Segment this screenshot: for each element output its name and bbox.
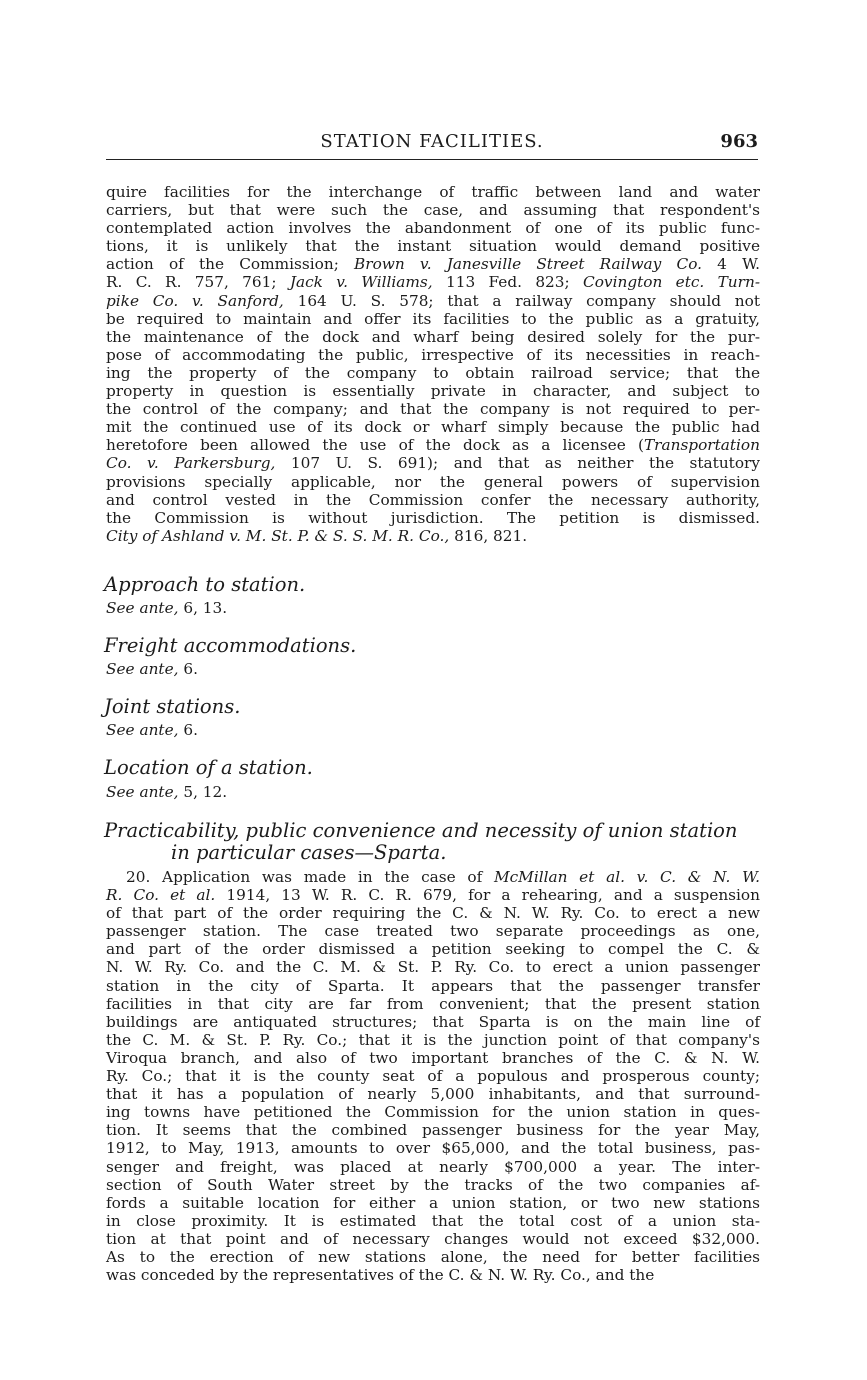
text-line: ing towns have petitioned the Commission for the union station in ques- [106, 1103, 760, 1122]
text-line: carriers, but that were such the case, and assuming that respondent's [106, 201, 760, 220]
text-line: heretofore been allowed the use of the dock as a licensee (Transportation [106, 436, 760, 455]
text-line: facilities in that city are far from convenient; that the present station [106, 994, 760, 1013]
text-line: fords a suitable location for either a union station, or two new stations [106, 1193, 760, 1212]
italic-citation: Jack v. Williams, [289, 273, 433, 292]
italic-citation: pike Co. v. Sanford, [106, 291, 284, 310]
heading-line-1: Practicability, public convenience and necessity of union station [104, 819, 738, 842]
text-line: and control vested in the Commission confer the necessary authority, [106, 490, 760, 509]
italic-citation: City of Ashland v. M. St. P. & S. S. M. R. Co., [106, 526, 450, 545]
text-line: tion. It seems that the combined passenger business for the year May, [106, 1121, 760, 1140]
see-ante-label: See ante, [106, 783, 179, 801]
see-ante-label: See ante, [106, 599, 179, 617]
page-header [106, 131, 758, 160]
heading-practicability-union-station [104, 820, 737, 864]
text-line: City of Ashland v. M. St. P. & S. S. M. R. Co., 816, 821. [106, 526, 528, 545]
text-line: pike Co. v. Sanford, 164 U. S. 578; that a railway company should not [106, 291, 760, 310]
text-line: passenger station. The case treated two separate proceedings as one, [106, 922, 760, 941]
see-ante-refs: 6. [178, 721, 198, 739]
text-line: quire facilities for the interchange of traffic between land and water [106, 183, 760, 201]
text-line: section of South Water street by the tracks of the two companies af- [106, 1175, 760, 1194]
text-line: contemplated action involves the abandonment of one of its public func- [106, 219, 760, 238]
see-ante-refs: 6, 13. [178, 599, 228, 617]
text-line: Viroqua branch, and also of two important branches of the C. & N. W. [106, 1048, 760, 1067]
italic-citation: McMillan et al. v. C. & N. W. [493, 868, 760, 886]
text-line: the Commission is without jurisdiction. The petition is dismissed. [106, 508, 760, 527]
heading-location-of-station: Location of a station. [104, 756, 313, 779]
heading-joint-stations: Joint stations. [104, 695, 241, 718]
text-line: 1912, to May, 1913, amounts to over $65,000, and the total business, pas- [106, 1139, 760, 1158]
text-line: be required to maintain and offer its facilities to the public as a gratuity, [106, 309, 760, 328]
text-line: was conceded by the representatives of the C. & N. W. Ry. Co., and the [106, 1266, 655, 1285]
text-line: the maintenance of the dock and wharf being desired solely for the pur- [106, 327, 760, 346]
italic-citation: Co. v. Parkersburg, [106, 454, 276, 473]
heading-line-2: in particular cases—Sparta. [171, 841, 447, 864]
text-line: action of the Commission; Brown v. Janesville Street Railway Co. 4 W. [106, 255, 760, 274]
see-ante-location [106, 783, 227, 801]
text-line: in close proximity. It is estimated that the total cost of a union sta- [106, 1211, 760, 1230]
text-line: senger and freight, was placed at nearly $700,000 a year. The inter- [106, 1157, 760, 1176]
see-ante-refs: 6. [178, 660, 198, 678]
text-line: N. W. Ry. Co. and the C. M. & St. P. Ry. Co. to erect a union passenger [106, 958, 760, 977]
text-line: the control of the company; and that the company is not required to per- [106, 400, 760, 419]
text-line: of that part of the order requiring the C. & N. W. Ry. Co. to erect a new [106, 904, 760, 923]
text-line: tion at that point and of necessary changes would not exceed $32,000. [106, 1229, 760, 1248]
text-line: tions, it is unlikely that the instant situation would demand positive [106, 237, 760, 256]
running-title: STATION FACILITIES. [320, 131, 544, 152]
see-ante-refs: 5, 12. [178, 783, 228, 801]
italic-citation: R. Co. et al. [106, 886, 216, 905]
paragraph-sparta-application [106, 868, 760, 1284]
see-ante-label: See ante, [106, 721, 179, 739]
italic-citation: Brown v. Janesville Street Railway Co. [354, 255, 702, 274]
text-line: and part of the order dismissed a petition seeking to compel the C. & [106, 940, 760, 959]
page-number: 963 [720, 131, 758, 152]
text-line: R. Co. et al. 1914, 13 W. R. C. R. 679, for a rehearing, and a suspension [106, 886, 760, 905]
text-line: that it has a population of nearly 5,000 inhabitants, and that surround- [106, 1085, 760, 1104]
text-line: Co. v. Parkersburg, 107 U. S. 691); and that as neither the statutory [106, 454, 760, 473]
text-line: station in the city of Sparta. It appears that the passenger transfer [106, 976, 760, 995]
text-line: As to the erection of new stations alone, the need for better facilities [106, 1247, 760, 1266]
italic-citation: Covington etc. Turn- [583, 273, 760, 292]
text-line: the C. M. & St. P. Ry. Co.; that it is the junction point of that company's [106, 1030, 760, 1049]
text-line: mit the continued use of its dock or wharf simply because the public had [106, 418, 760, 437]
see-ante-joint [106, 721, 198, 739]
text-line: buildings are antiquated structures; that Sparta is on the main line of [106, 1012, 760, 1031]
heading-freight-accommodations: Freight accommodations. [104, 634, 357, 657]
heading-approach-to-station: Approach to station. [104, 573, 306, 596]
text-line: provisions specially applicable, nor the general powers of supervision [106, 472, 760, 491]
text-line: pose of accommodating the public, irrespective of its necessities in reach- [106, 345, 760, 364]
see-ante-label: See ante, [106, 660, 179, 678]
see-ante-approach [106, 599, 227, 617]
text-line: ing the property of the company to obtain railroad service; that the [106, 363, 760, 382]
paragraph-commission-dismissal [106, 183, 760, 545]
text-line: Ry. Co.; that it is the county seat of a populous and prosperous county; [106, 1067, 760, 1086]
italic-citation: Transportation [643, 436, 760, 455]
text-line: property in question is essentially private in character, and subject to [106, 382, 760, 401]
text-line: R. C. R. 757, 761; Jack v. Williams, 113 Fed. 823; Covington etc. Turn- [106, 273, 760, 292]
text-line: 20. Application was made in the case of McMillan et al. v. C. & N. W. [126, 868, 760, 886]
see-ante-freight [106, 660, 198, 678]
